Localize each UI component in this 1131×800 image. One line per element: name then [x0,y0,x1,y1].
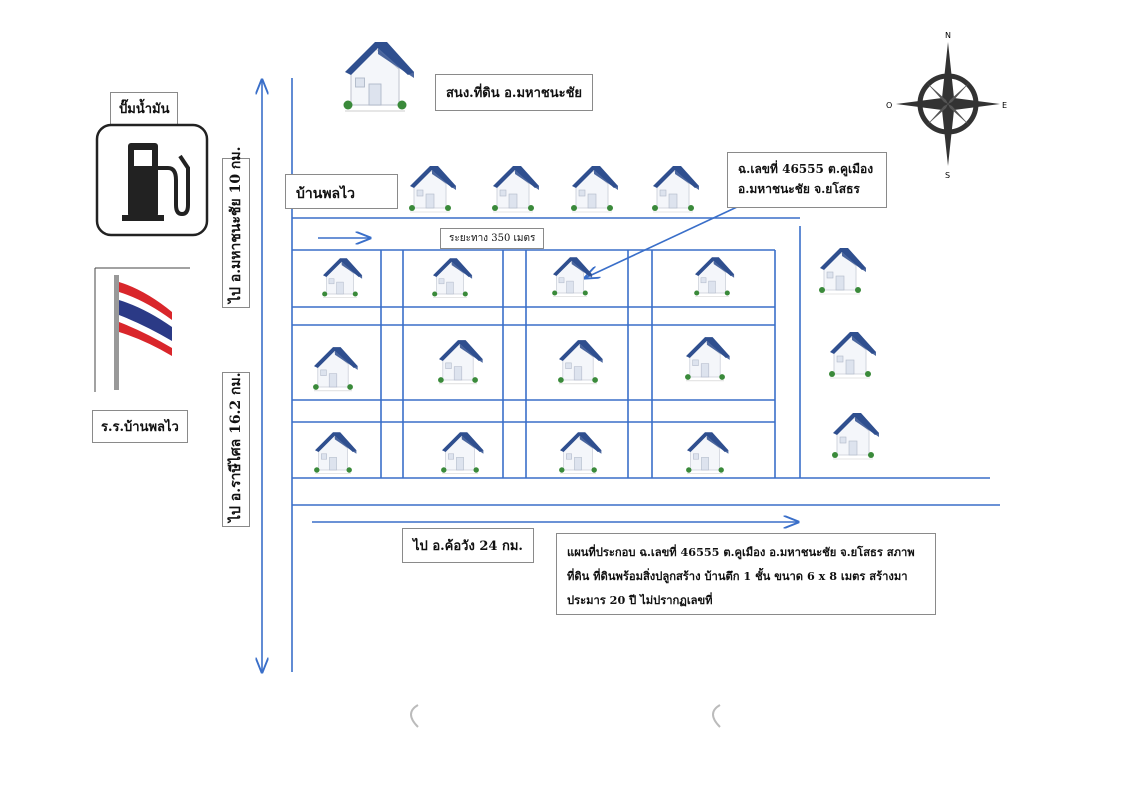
compass-s: S [945,171,951,180]
description-box [556,533,936,615]
road-north-label: ไป อ.มหาชนะชัย 10 กม. [222,158,250,308]
compass-w: O [886,101,893,110]
callout-arrow [585,200,752,278]
road-south-label: ไป อ.ราษีไศล 16.2 กม. [222,372,250,527]
distance-label: ระยะทาง 350 เมตร [440,228,544,249]
village-label: บ้านพลไว [285,174,398,209]
road-east-label: ไป อ.ค้อวัง 24 กม. [402,528,534,563]
gas-station-label: ปั๊มน้ำมัน [110,92,178,125]
compass-n: N [945,31,951,40]
school-label: ร.ร.บ้านพลไว [92,410,188,443]
compass-e: E [1002,101,1008,110]
description-line2: ที่ดิน ที่ดินพร้อมสิ่งปลูกสร้าง บ้านตึก 1 ชั้น ขนาด 6 x 8 เมตร สร้างมา [567,569,908,583]
parcel-callout-line2: อ.มหาชนะชัย จ.ยโสธร [738,182,860,196]
land-office-label: สนง.ที่ดิน อ.มหาชนะชัย [435,74,593,111]
description-line1: แผนที่ประกอบ ฉ.เลขที่ 46555 ต.คูเมือง อ.มหาชนะชัย จ.ยโสธร สภาพ [567,545,915,559]
parcel-callout [727,152,887,208]
description-line3: ประมาร 20 ปี ไม่ปรากฏเลขที่ [567,593,713,607]
parcel-callout-line1: ฉ.เลขที่ 46555 ต.คูเมือง [738,162,874,176]
